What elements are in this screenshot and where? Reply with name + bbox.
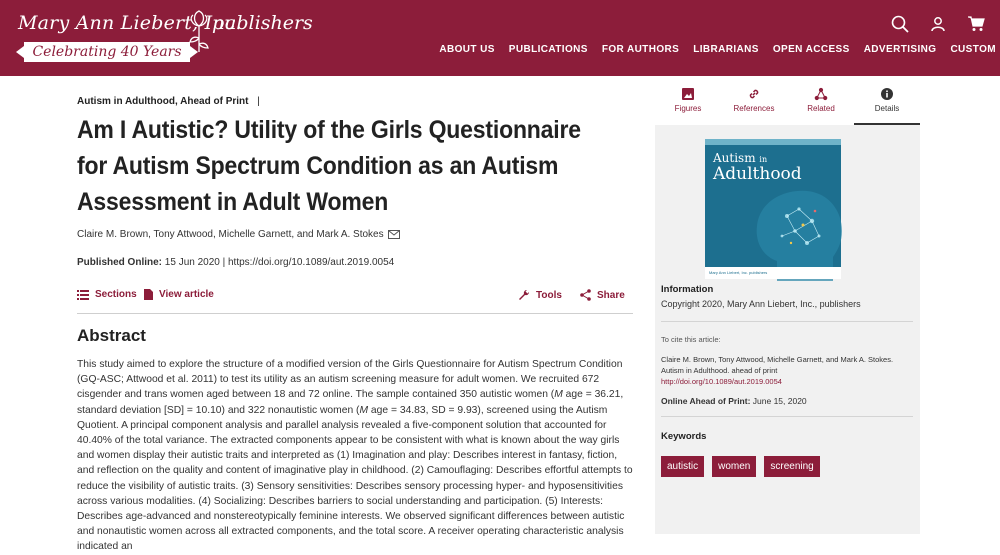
share-label: Share xyxy=(597,289,625,301)
share-icon xyxy=(580,289,591,301)
published-label: Published Online: xyxy=(77,257,163,268)
divider xyxy=(661,321,913,322)
cover-footer: Mary Ann Liebert, Inc. publishers xyxy=(705,267,841,279)
journal-line xyxy=(77,96,260,107)
journal-name[interactable]: Autism in Adulthood, xyxy=(77,96,178,107)
keyword-list xyxy=(661,456,820,477)
search-icon[interactable] xyxy=(890,14,910,34)
tools-label: Tools xyxy=(536,289,562,301)
nav-open-access[interactable]: OPEN ACCESS xyxy=(772,44,850,55)
keyword-tag-autistic[interactable]: autistic xyxy=(661,456,704,477)
nav-librarians[interactable]: LIBRARIANS xyxy=(693,44,759,55)
copyright-text: Copyright 2020, Mary Ann Liebert, Inc., publishers xyxy=(661,299,861,309)
envelope-icon[interactable] xyxy=(388,230,400,239)
info-icon xyxy=(881,88,893,100)
article-status: Ahead of Print xyxy=(180,96,249,107)
cover-title: Autism in Adulthood xyxy=(713,151,802,184)
image-icon xyxy=(682,88,694,100)
published-value[interactable]: 15 Jun 2020 | https://doi.org/10.1089/aut.2019.0054 xyxy=(162,257,395,268)
article-sidebar xyxy=(655,76,920,534)
tab-details[interactable] xyxy=(854,88,920,113)
divider xyxy=(661,416,913,417)
keywords-heading: Keywords xyxy=(661,431,707,442)
link-icon xyxy=(748,88,760,100)
logo-publisher-name: Mary Ann Liebert, Inc. xyxy=(18,12,242,34)
user-icon[interactable] xyxy=(928,14,948,34)
citation-text: Claire M. Brown, Tony Attwood, Michelle Garnett, and Mark A. Stokes. Autism in Adulthood. ahead of print http://doi.org/10.1089/aut.2019.0054 xyxy=(661,355,894,386)
list-icon xyxy=(77,290,89,300)
nav-custom[interactable]: CUSTOM xyxy=(950,44,996,55)
tab-references-label: References xyxy=(733,104,775,113)
abstract-heading: Abstract xyxy=(77,326,146,345)
article-toolbar xyxy=(77,286,633,314)
network-icon xyxy=(815,88,827,100)
logo-publishers: publishers xyxy=(212,12,313,34)
online-value: June 15, 2020 xyxy=(750,396,807,406)
main-nav xyxy=(439,44,996,55)
cover-top-band xyxy=(705,139,841,145)
nav-about-us[interactable]: ABOUT US xyxy=(439,44,495,55)
header-icons xyxy=(890,14,986,34)
keyword-tag-screening[interactable]: screening xyxy=(764,456,819,477)
publisher-logo[interactable] xyxy=(18,8,318,68)
authors-text[interactable]: Claire M. Brown, Tony Attwood, Michelle Garnett, and Mark A. Stokes xyxy=(77,229,384,240)
citation-doi-link[interactable]: http://doi.org/10.1089/aut.2019.0054 xyxy=(661,377,782,386)
anniversary-ribbon: Celebrating 40 Years xyxy=(24,42,190,62)
author-list xyxy=(77,229,400,240)
sections-button[interactable] xyxy=(77,289,137,300)
tab-related-label: Related xyxy=(807,104,835,113)
wrench-icon xyxy=(518,289,530,301)
tab-figures[interactable] xyxy=(655,88,721,113)
pdf-icon xyxy=(144,289,153,300)
online-label: Online Ahead of Print: xyxy=(661,396,751,406)
nav-advertising[interactable]: ADVERTISING xyxy=(863,44,937,55)
online-ahead-of-print xyxy=(661,396,807,406)
tab-related[interactable] xyxy=(788,88,854,113)
journal-cover[interactable] xyxy=(705,139,841,279)
published-info xyxy=(77,257,394,268)
information-heading: Information xyxy=(661,284,714,295)
details-panel xyxy=(655,125,920,534)
site-header xyxy=(0,0,1000,76)
nav-for-authors[interactable]: FOR AUTHORS xyxy=(601,44,680,55)
tab-figures-label: Figures xyxy=(674,104,702,113)
cite-heading: To cite this article: xyxy=(661,335,721,344)
cart-icon[interactable] xyxy=(966,14,986,34)
tools-button[interactable] xyxy=(518,289,562,301)
tab-references[interactable] xyxy=(721,88,787,113)
sidebar-tabs xyxy=(655,76,920,125)
nav-publications[interactable]: PUBLICATIONS xyxy=(508,44,588,55)
journal-separator: | xyxy=(257,96,260,107)
keyword-tag-women[interactable]: women xyxy=(712,456,756,477)
tab-details-label: Details xyxy=(874,104,900,113)
view-article-label: View article xyxy=(159,289,214,300)
share-button[interactable] xyxy=(580,289,625,301)
abstract-text: This study aimed to explore the structure of a modified version of the Girls Questionnaire for Autism Spectrum Condition (GQ-ASC; Attwood et al. 2011) to test its utility as an autism screening measure for adult women. We recruited 672 cisgender and trans women aged between 18 and 72 online. The sample contained 350 autistic women (M age = 36.21, standard deviation [SD] = 10.10) and 322 nonautistic women (M age = 34.83, SD = 9.93), screened using the Autism Quotient. A principal component analysis and parallel analysis revealed a five-component solution that accounted for 40.40% of the total variance. The extracted components appear to be consistent with what is known about the way girls and women display their autistic traits and interpreted as (1) Imagination and play: Describes interest in fantasy, fiction, and reflection on the quality and content of imaginative play in childhood. (2) Camouflaging: Describes effortful attempts to reduce the visibility of autistic traits. (3) Sensory sensitivities: Describes sensory processing hyper- and hyposensitivities across various modalities. (4) Socializing: Describes barriers to social understanding and participation. (5) Interests: Describes age-advanced and nonstereotypically feminine interests. We observed significant differences between autistic and nonautistic women across all extracted components, and the total score. A receiver operating characteristic analysis indicated an xyxy=(77,359,633,553)
article-title: Am I Autistic? Utility of the Girls Questionnaire for Autism Spectrum Condition as an Autism Assessment in Adult Women xyxy=(77,116,581,216)
sections-label: Sections xyxy=(95,289,137,300)
view-article-button[interactable] xyxy=(144,289,214,300)
